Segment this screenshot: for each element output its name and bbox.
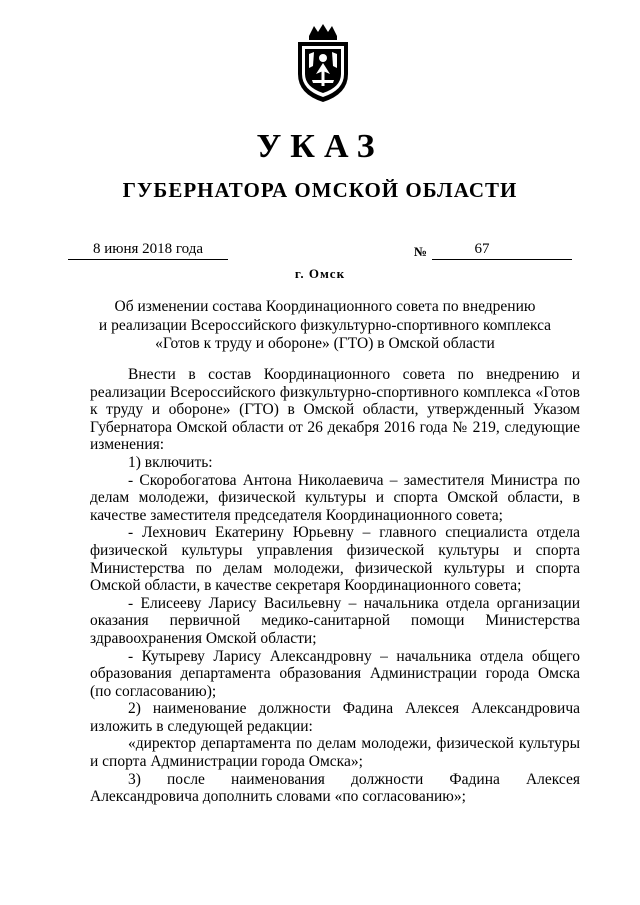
body-paragraph: 2) наименование должности Фадина Алексея Александровича изложить в следующей редакции: bbox=[90, 700, 580, 735]
decree-number-field bbox=[432, 241, 572, 260]
coat-of-arms-icon bbox=[292, 22, 354, 104]
body-paragraph: «директор департамента по делам молодежи, физической культуры и спорта Администрации города Омска»; bbox=[90, 735, 580, 771]
body-paragraph: - Елисееву Ларису Васильевну – начальника отдела организации оказания первичной медико-санитарной помощи Министерства здравоохранения Омской области; bbox=[90, 594, 580, 647]
decree-date: 8 июня 2018 года bbox=[68, 241, 228, 260]
body-paragraph: - Скоробогатова Антона Николаевича – заместителя Министра по делам молодежи, физической культуры и спорта Омской области, в качестве заместителя председателя Координационного совета; bbox=[90, 471, 580, 524]
body-paragraph: Внести в состав Координационного совета по внедрению и реализации Всероссийского физкультурно-спортивного комплекса «Готов к труду и обороне» (ГТО) в Омской области, утвержденный Указом Губернатора Омской области от 26 декабря 2016 года № 219, следующие изменения: bbox=[90, 366, 580, 454]
issue-city: г. Омск bbox=[294, 266, 346, 281]
body-paragraph: 3) после наименования должности Фадина Алексея Александровича дополнить словами «по согласованию»; bbox=[90, 770, 580, 806]
body-paragraph: - Лехнович Екатерину Юрьевну – главного специалиста отдела физической культуры управления физической культуры и спорта Министерства по делам молодежи, физической культуры и спорта Омской области, в качестве секретаря Координационного совета; bbox=[90, 524, 580, 595]
subject-line: «Готов к труду и обороне» (ГТО) в Омской области bbox=[155, 335, 495, 352]
subject-line: и реализации Всероссийского физкультурно-спортивного комплекса bbox=[98, 316, 552, 334]
number-label: № bbox=[414, 244, 428, 259]
decree-body bbox=[90, 366, 580, 806]
decree-subject bbox=[90, 298, 560, 354]
decree-issuer: ГУБЕРНАТОРА ОМСКОЙ ОБЛАСТИ bbox=[122, 178, 518, 202]
body-paragraph: 1) включить: bbox=[128, 453, 213, 471]
decree-title: УКАЗ bbox=[256, 128, 384, 165]
decree-number: 67 bbox=[474, 241, 490, 257]
subject-line: Об изменении состава Координационного совета по внедрению bbox=[114, 298, 536, 315]
body-paragraph: - Кутыреву Ларису Александровну – начальника отдела общего образования департамента образования Администрации города Омска (по согласованию); bbox=[90, 647, 580, 700]
